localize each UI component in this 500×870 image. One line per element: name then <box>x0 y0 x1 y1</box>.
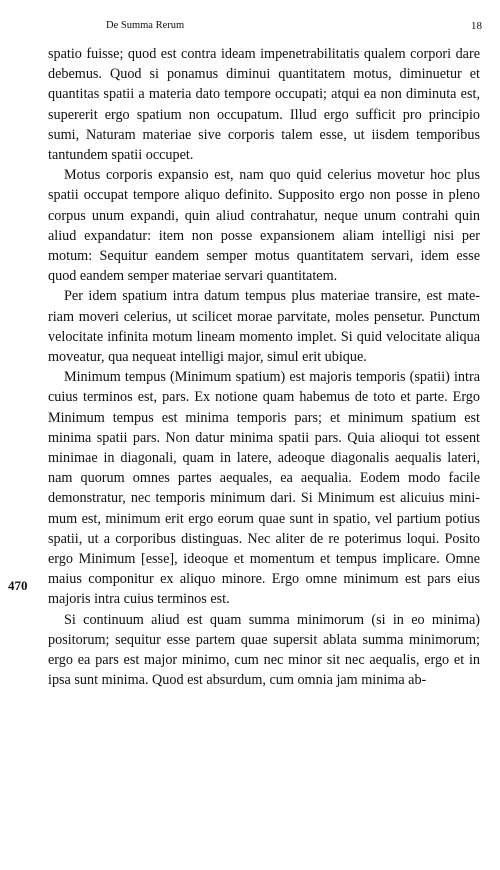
paragraph: spatio fuisse; quod est contra ideam impenetrabilitatis qualem corpori dare debemus. Quod si ponamus diminui quantitatem motus, diminuetur et quantitas spatii a materia dato tempore occupati; atqui ea non diminuta est, supererit ergo spatium non occupatum. Illud ergo sufficit pro principio sumi, Naturam materiae sive corporis talem esse, ut iisdem temporibus tantundem spatii occupet. <box>48 46 480 164</box>
running-title: De Summa Rerum <box>106 20 185 31</box>
paragraph: Si continuum aliud est quam summa minimorum (si in eo minima) positorum; sequitur esse partem quae supersit ablata summa minimorum; ergo ea pars est major minimo, cum nec minor sit nec aequalis, ergo et in ipsa sunt minima. Quod est absurdum, cum omnia jam minima ab- <box>48 611 480 689</box>
paragraph: Per idem spatium intra datum tempus plus materiae transire, est materiam moveri celerius, ut scilicet morae parvitate, moles pensetur. Punctum velocitate infinita motum lineam momento implet. Si quid velocitate aliqua moveatur, qua nequeat intelligi major, simul erit ubique. <box>48 288 480 366</box>
margin-line-number: 470 <box>8 578 28 593</box>
running-head <box>106 18 482 34</box>
page-number: 18 <box>471 20 482 32</box>
paragraph: Minimum tempus (Minimum spatium) est majoris temporis (spatii) intra cuius terminos est, pars. Ex notione quam habemus de toto et parte. Ergo Minimum tempus est minima temporis pars; et minimum spatium est minima spatii pars. Non datur minima spatii pars. Quia alioqui tot essent minimae in diagonali, quam in latere, adeoque diagonalis aequalis lateri, nam quorum omnes partes aequales, ea aequalia. Eodem modo facile demonstratur, nec temporis minimum dari. Si Minimum est alicuius minimum est, minimum erit ergo eorum quae sunt in spatio, vel partium potius spatii, ut a corporibus distinguas. Nec aliter de re poterimus loqui. Posito ergo Minimum [esse], ideoque et momentum et tempus implicare. Omne maius componitur ex aliquo minore. Ergo omne minimum est pars eius majoris intra cuius terminos est. <box>48 369 480 608</box>
paragraph: Motus corporis expansio est, nam quo quid celerius movetur hoc plus spatii occupat tempore aliquo definito. Supposito ergo non posse in pleno corpus unum expandi, quin aliud contrahatur, neque unum contrahi quin aliud expandatur: item non posse expansionem aliam intelligi nisi per motum: Sequitur eandem semper motus quantitatem servari, idem esse quod eandem semper materiae servari quantitatem. <box>48 167 480 285</box>
body-text <box>48 44 480 691</box>
